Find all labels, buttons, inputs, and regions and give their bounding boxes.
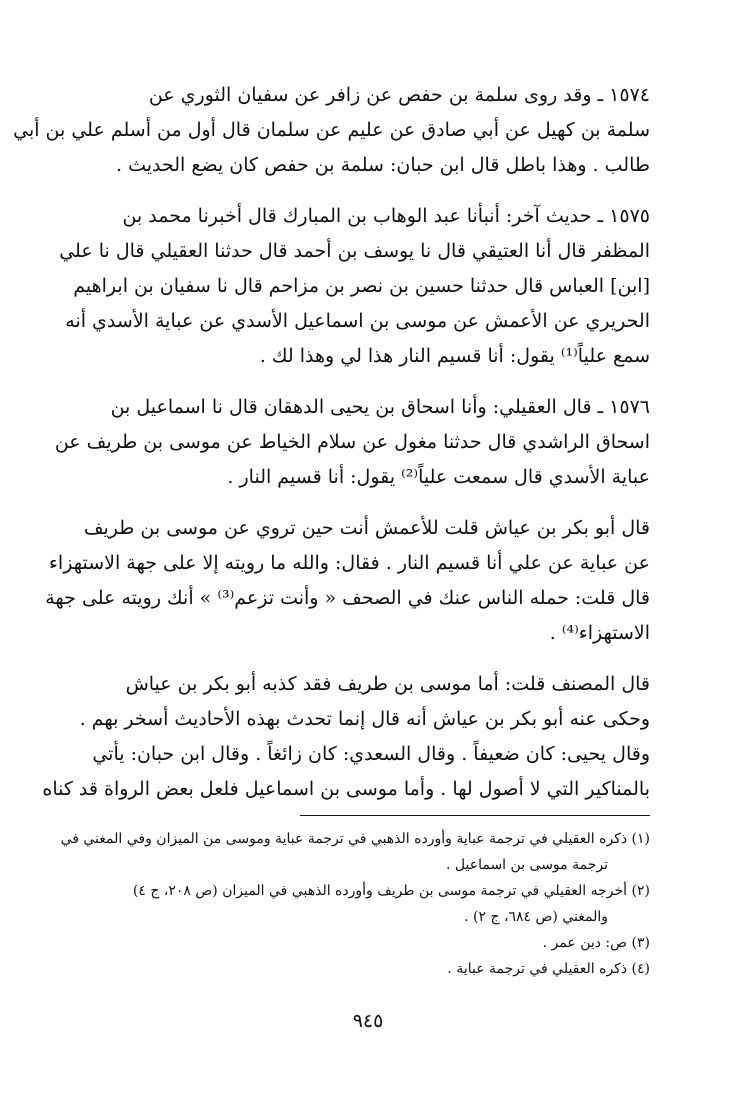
- text-line: الاستهزاء⁽⁴⁾ .: [549, 622, 650, 644]
- text-line: عباية الأسدي قال سمعت علياً⁽²⁾ يقول: أنا قسيم النار .: [227, 466, 650, 488]
- paragraph-1576: [54, 390, 650, 495]
- text-line: ١٥٧٤ ـ وقد روى سلمة بن حفص عن زافر عن سفيان الثوري عن: [148, 84, 650, 106]
- paragraph-1574: [13, 78, 650, 183]
- footnote-1-continued: ترجمة موسى بن اسماعيل .: [446, 857, 608, 873]
- footnotes: [60, 826, 650, 982]
- text-line: ١٥٧٥ ـ حديث آخر: أنبأنا عبد الوهاب بن المبارك قال أخبرنا محمد بن: [122, 205, 650, 227]
- text-line: قال قلت: حمله الناس عنك في الصحف « وأنت تزعم⁽³⁾ » أنك رويته على جهة: [45, 587, 650, 609]
- text-line: سلمة بن كهيل عن أبي صادق عن عليم عن سلمان قال أول من أسلم علي بن أبي: [13, 119, 650, 141]
- paragraph-author-note: [42, 667, 650, 807]
- footnote-2: (٢) أخرجه العقيلي في ترجمة موسى بن طريف وأورده الذهبي في الميزان (ص ٢٠٨، ج ٤): [132, 883, 650, 899]
- text-line: المظفر قال أنا العتيقي قال نا يوسف بن أحمد قال حدثنا العقيلي قال نا علي: [59, 240, 650, 262]
- text-line: قال المصنف قلت: أما موسى بن طريف فقد كذبه أبو بكر بن عياش: [125, 673, 650, 695]
- text-line: [ابن] العباس قال حدثنا حسين بن نصر بن مزاحم قال نا سفيان بن ابراهيم: [73, 275, 650, 297]
- text-line: وحكى عنه أبو بكر بن عياش أنه قال إنما تحدث بهذه الأحاديث أسخر بهم .: [79, 708, 650, 730]
- footnote-1: (١) ذكره العقيلي في ترجمة عباية وأورده الذهبي في ترجمة عباية وموسى من الميزان وفي المغني في: [60, 831, 650, 847]
- paragraph-1575: [59, 199, 650, 374]
- paragraph-abu-bakr: [45, 511, 650, 651]
- page-number: ٩٤٥: [352, 1010, 384, 1032]
- text-line: اسحاق الراشدي قال حدثنا مغول عن سلام الخياط عن موسى بن طريف عن: [54, 431, 650, 453]
- footnote-2-continued: والمغني (ص ٦٨٤، ج ٢) .: [464, 909, 608, 925]
- text-line: وقال يحيى: كان ضعيفاً . وقال السعدي: كان زائغاً . وقال ابن حبان: يأتي: [92, 743, 650, 765]
- footnote-3: (٣) ص: دين عمر .: [542, 935, 650, 951]
- footnote-4: (٤) ذكره العقيلي في ترجمة عباية .: [447, 961, 650, 977]
- text-line: الحريري عن الأعمش عن موسى بن اسماعيل الأسدي عن عباية الأسدي أنه: [65, 310, 650, 332]
- text-line: عن عباية عن علي أنا قسيم النار . فقال: والله ما رويته إلا على جهة الاستهزاء: [49, 552, 650, 574]
- text-line: سمع علياً⁽¹⁾ يقول: أنا قسيم النار هذا لي وهذا لك .: [259, 345, 650, 367]
- text-line: بالمناكير التي لا أصول لها . وأما موسى بن اسماعيل فلعل بعض الرواة قد كناه: [42, 778, 650, 800]
- text-line: قال أبو بكر بن عياش قلت للأعمش أنت حين تروي عن موسى بن طريف: [83, 517, 650, 539]
- main-text: [13, 78, 650, 813]
- footnote-divider: [300, 815, 650, 816]
- text-line: طالب . وهذا باطل قال ابن حبان: سلمة بن حفص كان يضع الحديث .: [116, 154, 650, 176]
- text-line: ١٥٧٦ ـ قال العقيلي: وأنا اسحاق بن يحيى الدهقان قال نا اسماعيل بن: [110, 396, 650, 418]
